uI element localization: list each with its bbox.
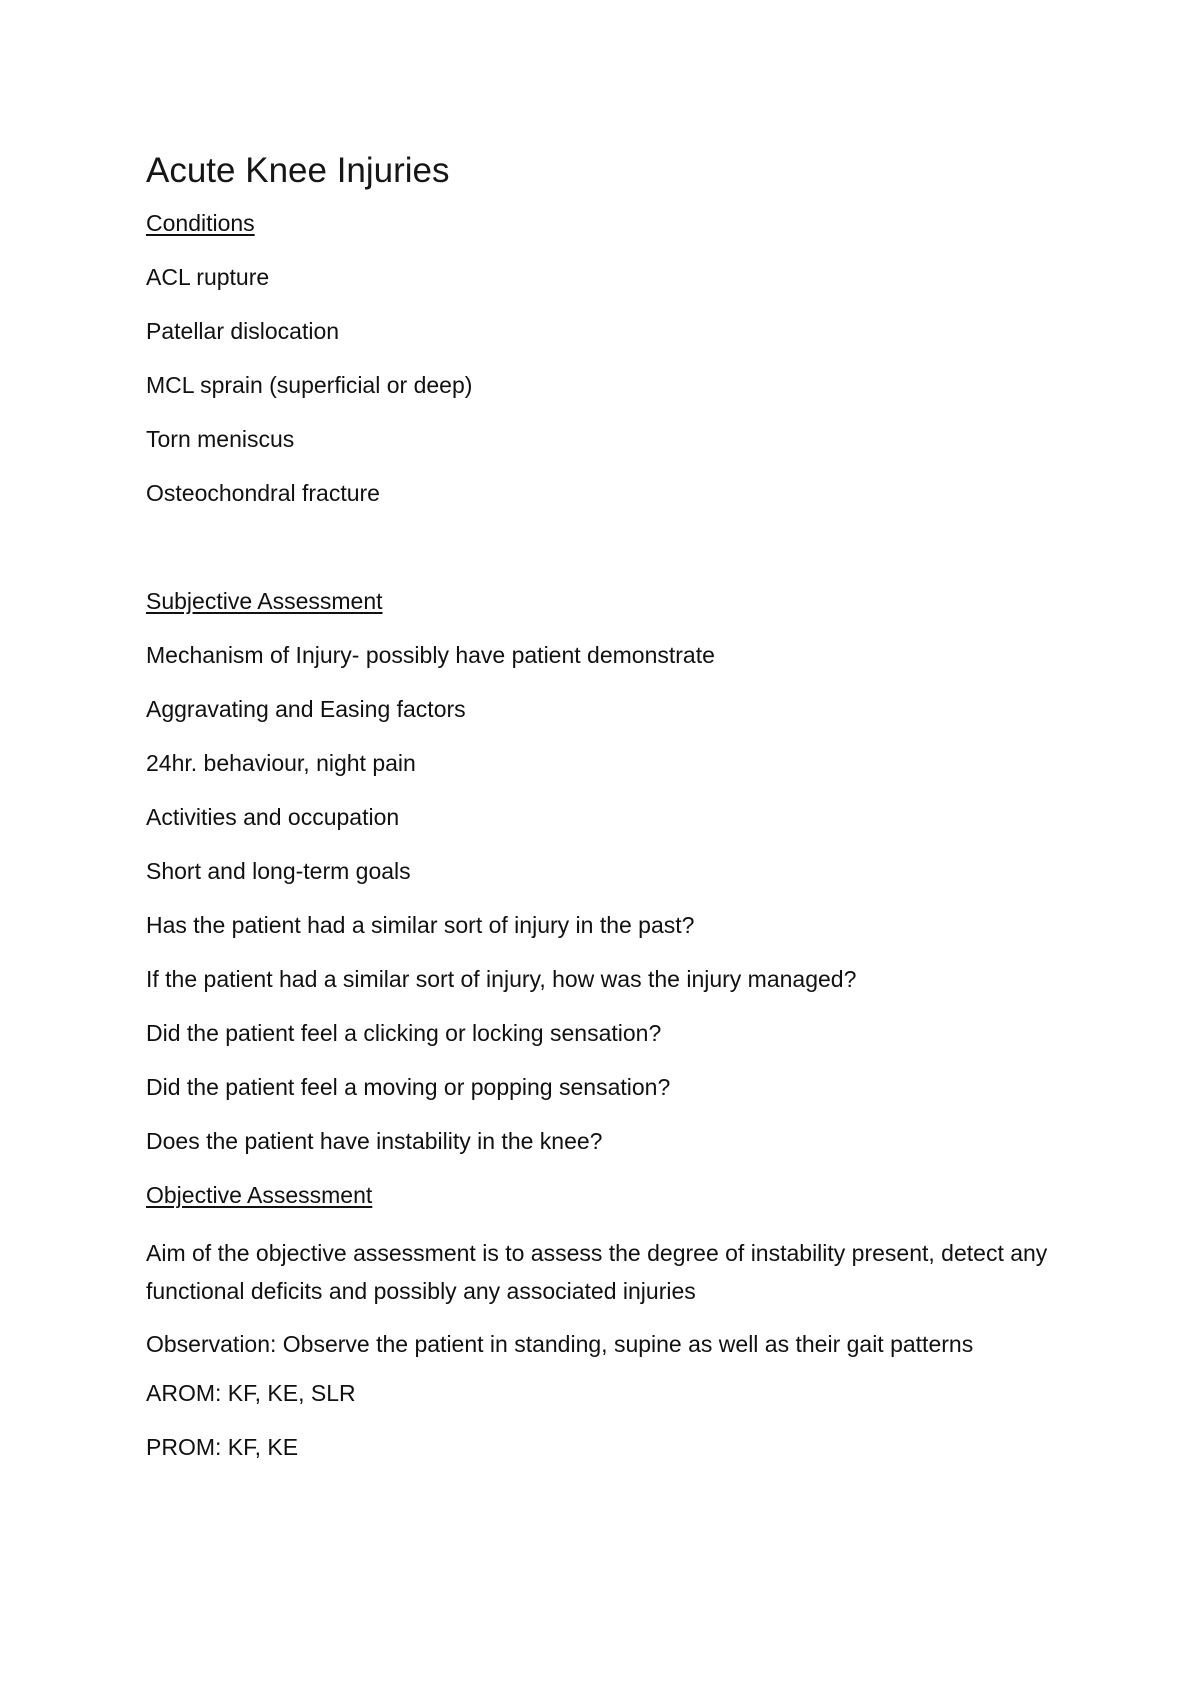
list-item: Torn meniscus <box>146 426 295 452</box>
list-item: Did the patient feel a clicking or locking sensation? <box>146 1020 662 1046</box>
subjective-section <box>146 586 1066 1156</box>
list-item: Osteochondral fracture <box>146 480 380 506</box>
objective-section <box>146 1180 1066 1462</box>
blank-line <box>146 532 1066 586</box>
list-item: MCL sprain (superficial or deep) <box>146 372 473 398</box>
list-item: ACL rupture <box>146 264 270 290</box>
list-item: Short and long-term goals <box>146 858 411 884</box>
subjective-heading: Subjective Assessment <box>146 588 383 614</box>
list-item: Mechanism of Injury- possibly have patient demonstrate <box>146 642 715 668</box>
objective-aim-paragraph: Aim of the objective assessment is to assess the degree of instability present, detect any functional deficits and possibly any associated injuries <box>146 1240 1048 1304</box>
list-item: Did the patient feel a moving or popping sensation? <box>146 1074 671 1100</box>
observation-paragraph: Observation: Observe the patient in standing, supine as well as their gait patterns <box>146 1331 974 1357</box>
arom-line: AROM: KF, KE, SLR <box>146 1380 356 1406</box>
page-title: Acute Knee Injuries <box>146 151 450 190</box>
document-body <box>146 146 1066 1486</box>
list-item: Activities and occupation <box>146 804 400 830</box>
prom-line: PROM: KF, KE <box>146 1434 299 1460</box>
conditions-section <box>146 208 1066 508</box>
objective-heading: Objective Assessment <box>146 1182 373 1208</box>
list-item: Has the patient had a similar sort of injury in the past? <box>146 912 695 938</box>
subjective-list <box>146 640 1066 1156</box>
list-item: Does the patient have instability in the knee? <box>146 1128 603 1154</box>
list-item: Aggravating and Easing factors <box>146 696 466 722</box>
list-item: If the patient had a similar sort of injury, how was the injury managed? <box>146 966 857 992</box>
list-item: Patellar dislocation <box>146 318 340 344</box>
conditions-list <box>146 262 1066 508</box>
list-item: 24hr. behaviour, night pain <box>146 750 416 776</box>
conditions-heading: Conditions <box>146 210 255 236</box>
